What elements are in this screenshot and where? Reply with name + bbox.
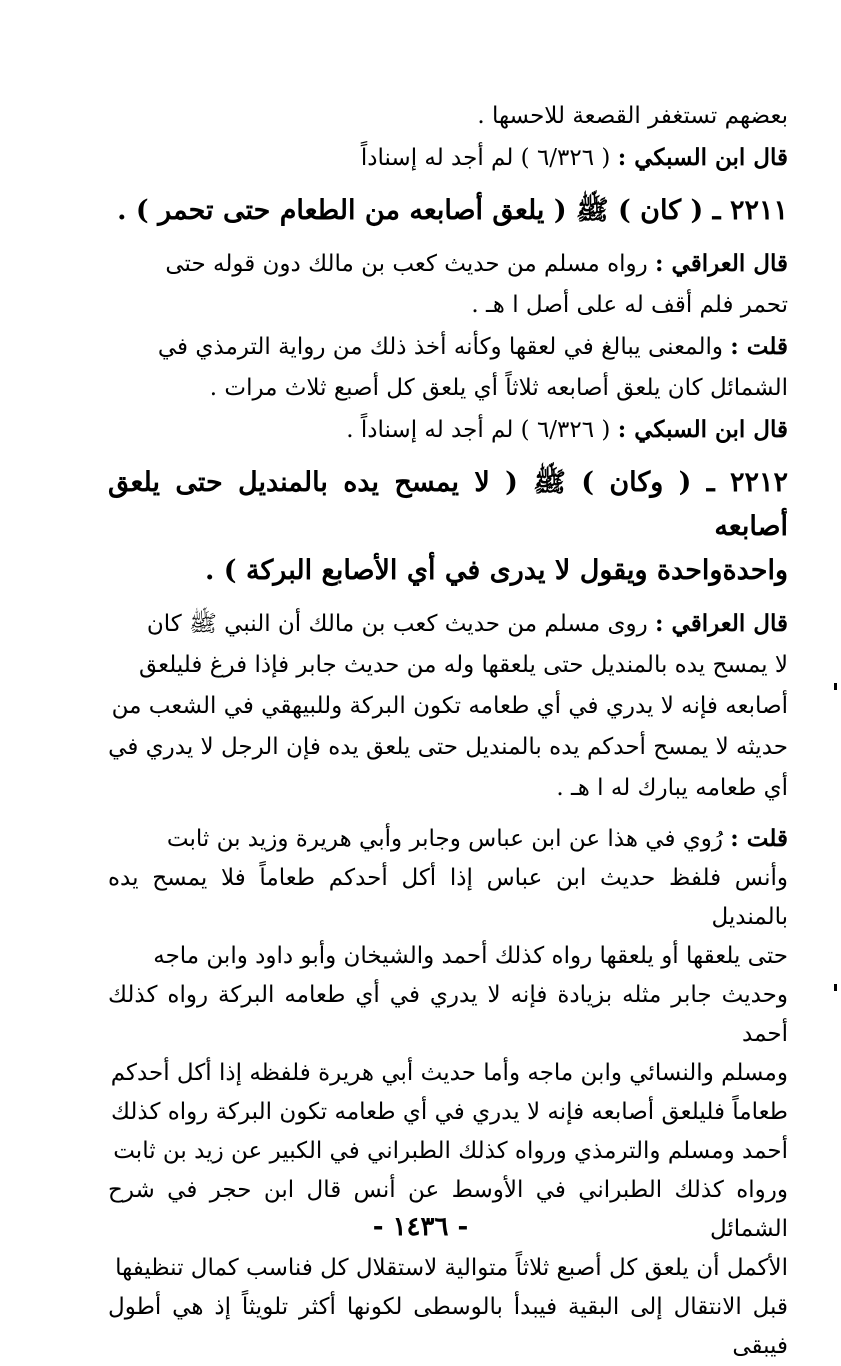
text-line [108,326,788,368]
speaker-label: قال ابن السبكي : [617,144,788,171]
text-line [108,243,788,285]
speaker-label: قال ابن السبكي : [617,416,788,443]
text-line: وأنس فلفظ حديث ابن عباس إذا أكل أحدكم طعاماً فلا يمسح يده بالمنديل [108,865,788,930]
text-line [108,603,788,645]
text-span: روى مسلم من حديث كعب بن مالك أن النبي ﷺ كان [146,611,656,637]
citation-line [108,409,788,451]
text-span: رواه مسلم من حديث كعب بن مالك دون قوله حتى [165,251,656,277]
speaker-label: قال العراقي : [655,250,788,277]
text-span: رُوي في هذا عن ابن عباس وجابر وأبي هريرة وزيد بن ثابت [166,826,731,852]
text-line: لا يمسح يده بالمنديل حتى يلعقها وله من حديث جابر فإذا فرغ فليلعق [138,652,788,678]
text-line: حديثه لا يمسح أحدكم يده بالمنديل حتى يلعق يده فإن الرجل لا يدري في [108,734,788,760]
text-line: ومسلم والنسائي وابن ماجه وأما حديث أبي هريرة فلفظه إذا أكل أحدكم [110,1060,788,1086]
text-line: طعاماً فليلعق أصابعه فإنه لا يدري في أي طعامه تكون البركة رواه كذلك [111,1099,788,1125]
hadith-heading-2211: ٢٢١١ ـ ( كان ) ﷺ ( يلعق أصابعه من الطعام حتى تحمر ) . [117,195,788,226]
text-line: أحمد ومسلم والترمذي ورواه كذلك الطبراني في الكبير عن زيد بن ثابت [113,1138,788,1164]
text-line [108,819,788,859]
text-line: تحمر فلم أقف له على أصل ا هـ . [471,292,788,318]
page-body [108,96,788,1359]
citation-line [108,137,788,179]
text-line: أصابعه فإنه لا يدري في أي طعامه تكون البركة وللبيهقي في الشعب من [111,693,788,719]
page-number: - ١٤٣٦ - [372,1212,469,1242]
scan-mark [834,984,837,991]
text-line [108,96,788,137]
hadith-heading-2212-line2: واحدةواحدة ويقول لا يدرى في أي الأصابع البركة ) . [205,555,788,586]
text-line: حتى يلعقها أو يلعقها رواه كذلك أحمد والشيخان وأبو داود وابن ماجه [153,943,788,969]
text-span: والمعنى يبالغ في لعقها وكأنه أخذ ذلك من رواية الترمذي في [157,334,731,360]
speaker-label: قلت : [730,825,788,852]
text-line: الشمائل كان يلعق أصابعه ثلاثاً أي يلعق كل أصبع ثلاث مرات . [209,375,788,401]
speaker-label: قلت : [730,333,788,360]
citation-text: ( ٦/٣٢٦ ) لم أجد له إسناداً [360,145,618,171]
citation-text: ( ٦/٣٢٦ ) لم أجد له إسناداً . [346,417,618,443]
text-line: وحديث جابر مثله بزيادة فإنه لا يدري في أي طعامه البركة رواه كذلك أحمد [108,982,788,1047]
text-line: قبل الانتقال إلى البقية فيبدأ بالوسطى لكونها أكثر تلويثاً إذ هي أطول فيبقى [108,1294,788,1359]
text-span: بعضهم تستغفر القصعة للاحسها . [477,103,788,129]
speaker-label: قال العراقي : [655,610,788,637]
text-line: ورواه كذلك الطبراني في الأوسط عن أنس قال ابن حجر في شرح الشمائل [108,1177,788,1242]
text-line: الأكمل أن يلعق كل أصبع ثلاثاً متوالية لاستقلال كل فناسب كمال تنظيفها [115,1255,788,1281]
scan-mark [834,683,837,690]
hadith-heading-2212-line1: ٢٢١٢ ـ ( وكان ) ﷺ ( لا يمسح يده بالمنديل حتى يلعق أصابعه [108,467,788,542]
text-line: أي طعامه يبارك له ا هـ . [556,775,788,801]
